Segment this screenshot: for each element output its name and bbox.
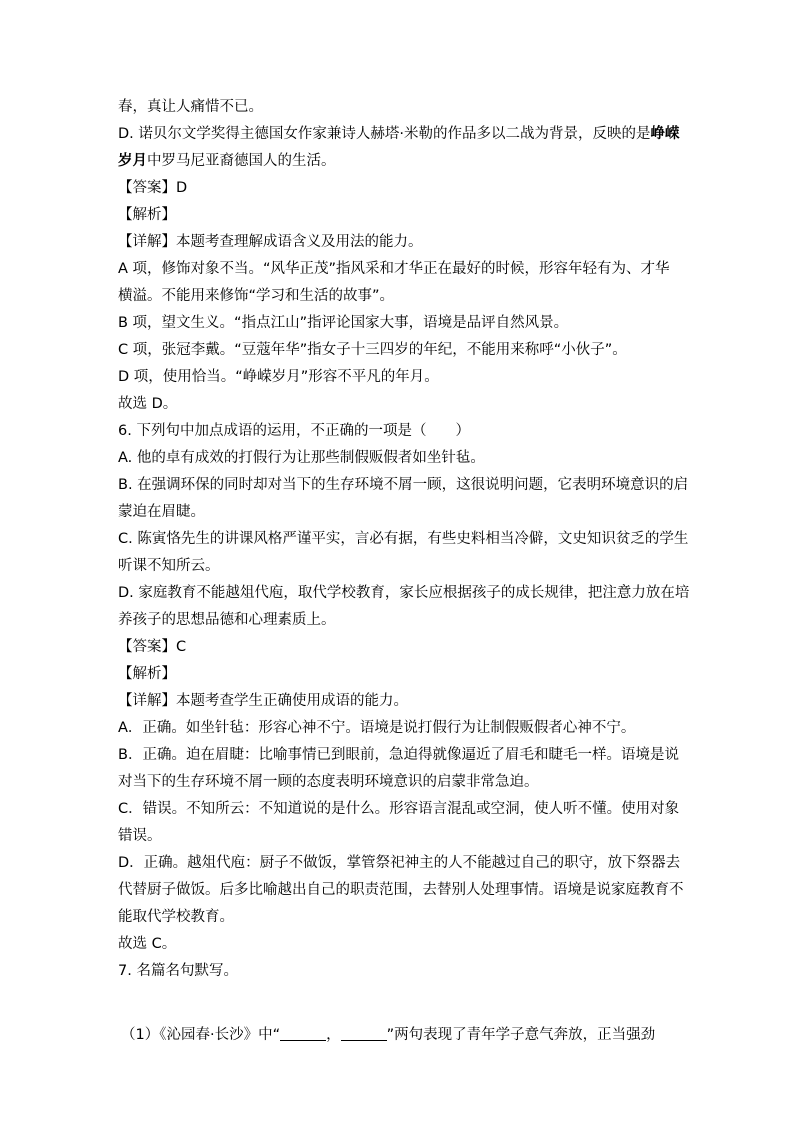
text-line — [118, 583, 689, 603]
text-line — [118, 961, 238, 981]
text-segment: 【详解】本题考查学生正确使用成语的能力。 — [118, 693, 408, 709]
text-line — [118, 394, 177, 414]
text-line — [118, 556, 220, 576]
text-line — [118, 421, 470, 441]
answer-blank-2[interactable] — [341, 1026, 387, 1041]
text-segment: A. 他的卓有成效的打假行为让那些制假贩假者如坐针毡。 — [118, 450, 485, 466]
text-segment: 【答案】C — [118, 639, 187, 655]
text-line — [118, 826, 162, 846]
text-line — [118, 853, 680, 873]
text-line — [118, 313, 568, 333]
answer-blank-1[interactable] — [280, 1026, 326, 1041]
text-segment: C. 陈寅恪先生的讲课风格严谨平实，言必有据，有些史料相当冷僻，文史知识贫乏的学生 — [118, 531, 689, 547]
text-segment: 蒙迫在眉睫。 — [118, 504, 205, 520]
text-segment: 能取代学校教育。 — [118, 909, 234, 925]
text-segment: 故选 C。 — [118, 936, 177, 952]
text-segment: B．正确。迫在眉睫：比喻事情已到眼前，急迫得就像逼近了眉毛和睫毛一样。语境是说 — [118, 747, 679, 763]
text-line — [118, 502, 205, 522]
text-line — [118, 799, 679, 819]
text-segment: 错误。 — [118, 828, 162, 844]
fill-suffix: ”两句表现了青年学子意气奔放，正当强劲 — [386, 1027, 656, 1043]
text-segment: D. 家庭教育不能越俎代庖，取代学校教育，家长应根据孩子的成长规律，把注意力放在培 — [118, 585, 690, 601]
text-segment: 养孩子的思想品德和心理素质上。 — [118, 612, 336, 628]
text-segment: D. 诺贝尔文学奖得主德国女作家兼诗人赫塔·米勒的作品多以二战为背景，反映的是 — [118, 126, 651, 142]
text-line — [118, 448, 485, 468]
text-segment: C 项，张冠李戴。“豆蔻年华”指女子十三四岁的年纪，不能用来称呼“小伙子”。 — [118, 342, 627, 358]
text-segment: 6. 下列句中加点成语的运用，不正确的一项是（ ） — [118, 423, 470, 439]
text-segment: 【解析】 — [118, 207, 176, 223]
text-segment: 横溢。不能用来修饰“学习和生活的故事”。 — [118, 288, 395, 304]
fill-separator: ， — [326, 1027, 341, 1043]
fill-prefix: （1）《沁园春·长沙》中“ — [121, 1027, 281, 1043]
text-segment: A 项，修饰对象不当。“风华正茂”指风采和才华正在最好的时候，形容年轻有为、才华 — [118, 261, 670, 277]
text-segment: C．错误。不知所云：不知道说的是什么。形容语言混乱或空洞，使人听不懂。使用对象 — [118, 801, 680, 817]
text-line — [118, 151, 336, 171]
text-line — [118, 610, 336, 630]
text-line — [118, 232, 423, 252]
text-segment: 对当下的生存环境不屑一顾的态度表明环境意识的启蒙非常急迫。 — [118, 774, 539, 790]
text-segment: 春，真让人痛惜不已。 — [118, 99, 263, 115]
text-line — [118, 664, 176, 684]
text-line — [118, 934, 176, 954]
text-segment: 中罗马尼亚裔德国人的生活。 — [147, 153, 336, 169]
fill-in-question-line — [121, 1025, 655, 1045]
text-segment: 【解析】 — [118, 666, 176, 682]
text-segment: D 项，使用恰当。“峥嵘岁月”形容不平凡的年月。 — [118, 369, 439, 385]
text-segment: 代替厨子做饭。后多比喻越出自己的职责范围，去替别人处理事情。语境是说家庭教育不 — [118, 882, 684, 898]
emphasized-text: 岁月 — [118, 153, 147, 169]
emphasized-text: 峥嵘 — [650, 126, 680, 142]
text-segment: A．正确。如坐针毡：形容心神不宁。语境是说打假行为让制假贩假者心神不宁。 — [118, 720, 636, 736]
text-segment: 故选 D。 — [118, 396, 178, 412]
text-line — [118, 745, 679, 765]
text-line — [118, 691, 408, 711]
text-line — [118, 772, 539, 792]
text-line — [118, 637, 186, 657]
text-line — [118, 97, 263, 117]
text-line — [118, 259, 670, 279]
text-line — [118, 907, 234, 927]
text-line — [118, 880, 684, 900]
text-segment: B. 在强调环保的同时却对当下的生存环境不屑一顾，这很说明问题，它表明环境意识的启 — [118, 477, 689, 493]
text-line — [118, 475, 688, 495]
text-line — [118, 367, 439, 387]
text-segment: 听课不知所云。 — [118, 558, 220, 574]
text-line — [118, 718, 635, 738]
text-segment: 7. 名篇名句默写。 — [118, 963, 238, 979]
text-line — [118, 286, 394, 306]
text-line — [118, 178, 187, 198]
text-segment: 【详解】本题考查理解成语含义及用法的能力。 — [118, 234, 423, 250]
text-line — [118, 340, 627, 360]
text-segment: 【答案】D — [118, 180, 188, 196]
text-line — [118, 205, 176, 225]
text-line — [118, 124, 680, 144]
text-segment: D．正确。越俎代庖：厨子不做饭，掌管祭祀神主的人不能越过自己的职守，放下祭器去 — [118, 855, 681, 871]
text-line — [118, 529, 688, 549]
text-segment: B 项，望文生义。“指点江山”指评论国家大事，语境是品评自然风景。 — [118, 315, 569, 331]
